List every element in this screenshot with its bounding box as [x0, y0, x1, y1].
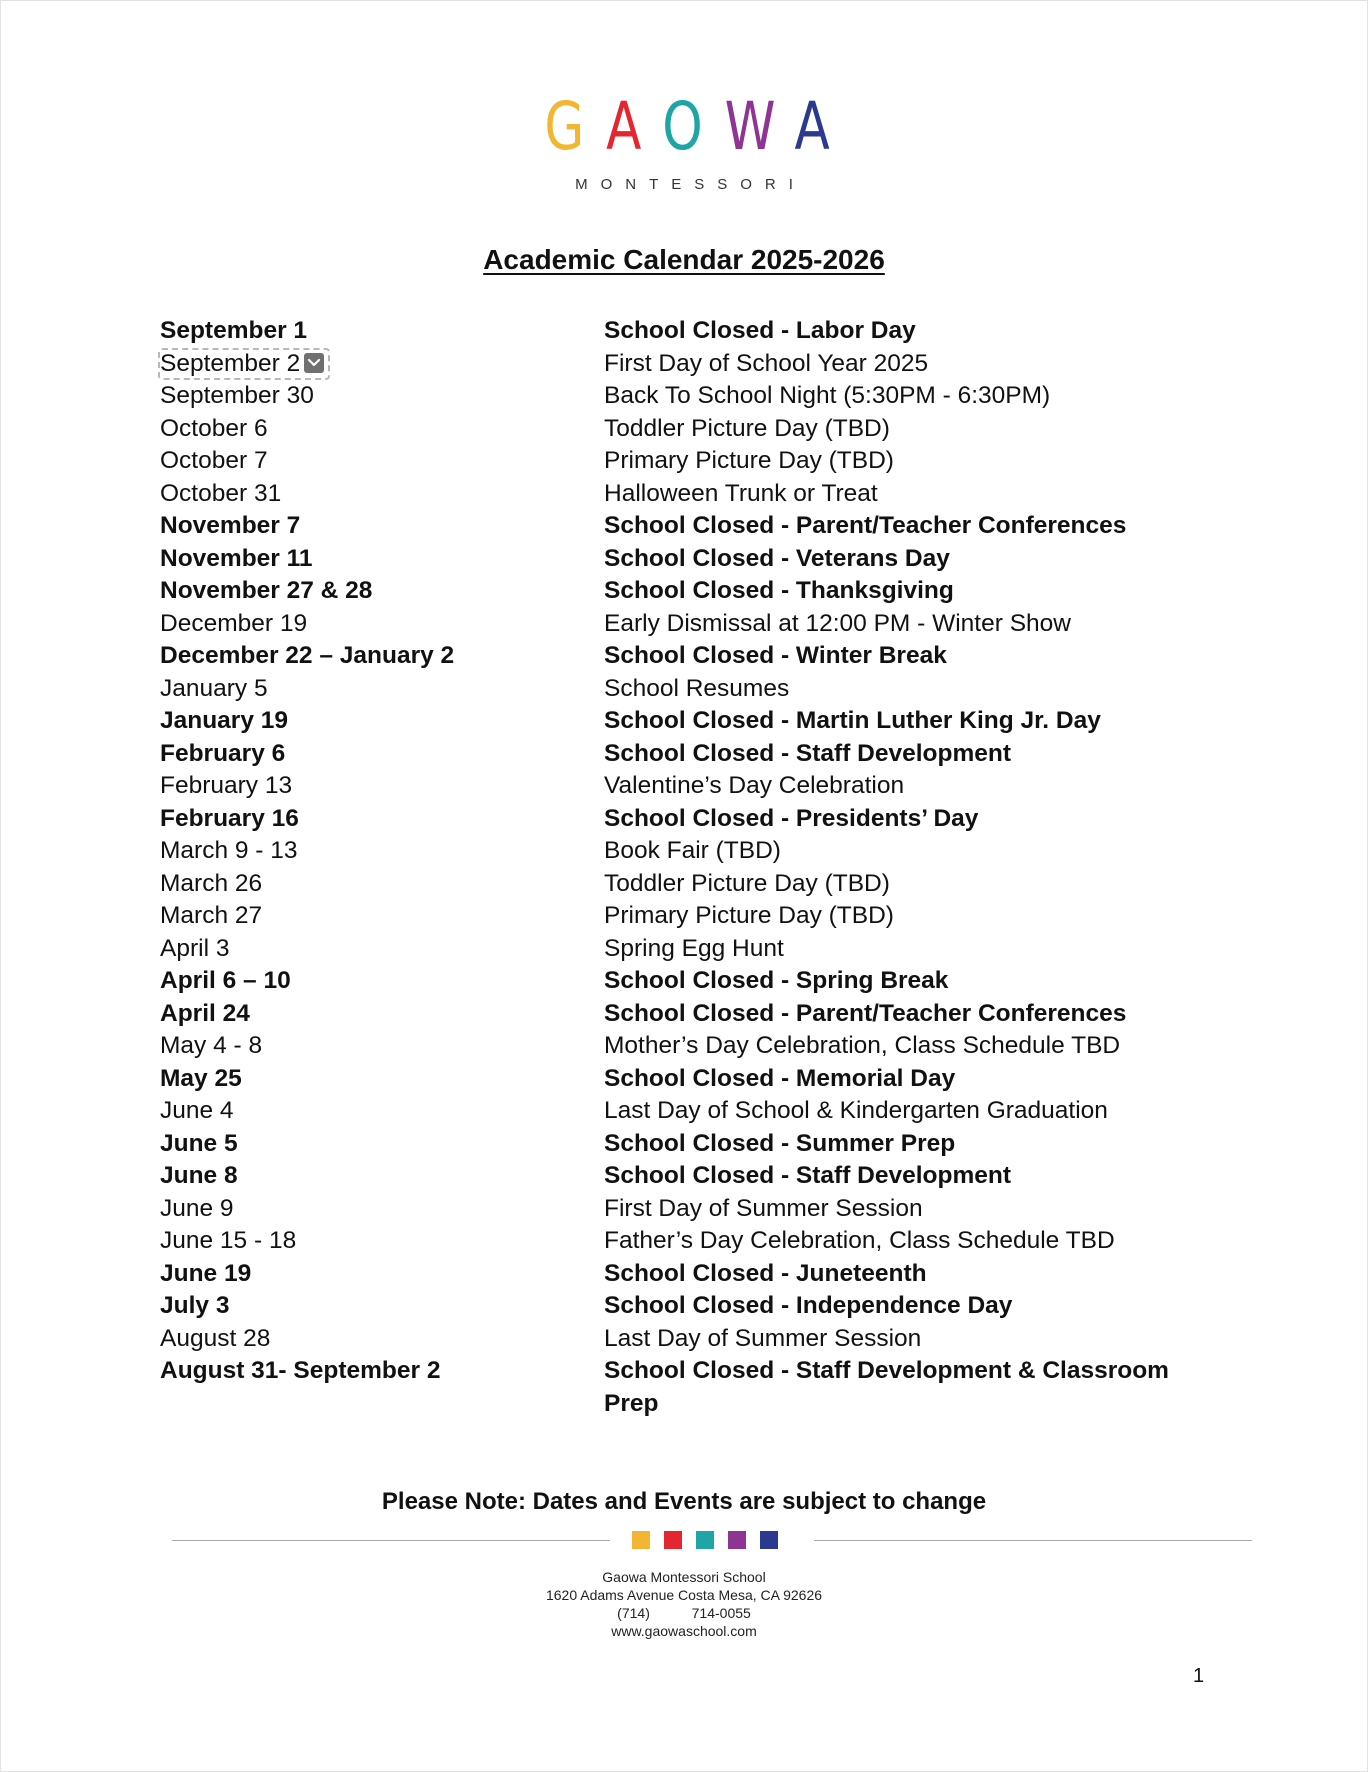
event-description: School Closed - Winter Break — [604, 642, 947, 669]
event-date: April 3 — [160, 934, 230, 962]
event-description: Book Fair (TBD) — [604, 837, 781, 864]
event-date: May 4 - 8 — [160, 1032, 263, 1059]
event-date: October 6 — [160, 414, 268, 442]
event-description: School Closed - Presidents’ Day — [604, 804, 979, 832]
event-description: Toddler Picture Day (TBD) — [604, 869, 890, 897]
color-square — [632, 1531, 650, 1549]
calendar-row — [160, 1355, 1220, 1420]
phone-digits: 714-0055 — [691, 1605, 751, 1621]
date-chip-label: September 2 — [160, 349, 301, 377]
event-description: Valentine’s Day Celebration — [604, 772, 905, 799]
event-date: April 24 — [160, 999, 250, 1027]
logo-letter: A — [794, 88, 852, 165]
event-date: March 9 - 13 — [160, 837, 298, 864]
calendar-row — [160, 1290, 1220, 1323]
event-date: September 1 — [160, 317, 308, 344]
calendar-row — [160, 1095, 1220, 1128]
calendar-row — [160, 965, 1220, 998]
event-date: August 31- September 2 — [160, 1357, 441, 1384]
color-square — [696, 1531, 714, 1549]
event-description: Last Day of School & Kindergarten Graduation — [604, 1097, 1108, 1124]
event-date: March 26 — [160, 869, 263, 897]
event-description: Spring Egg Hunt — [604, 934, 784, 962]
divider-line-left — [172, 1540, 610, 1541]
event-date: May 25 — [160, 1064, 242, 1092]
event-description: Halloween Trunk or Treat — [604, 479, 878, 507]
event-description: School Closed - Parent/Teacher Conferences — [604, 999, 1127, 1027]
color-squares — [632, 1531, 792, 1549]
event-description: School Closed - Parent/Teacher Conferences — [604, 512, 1127, 539]
event-description: Father’s Day Celebration, Class Schedule TBD — [604, 1227, 1115, 1254]
phone-area-code: (714) — [617, 1605, 650, 1621]
color-square — [728, 1531, 746, 1549]
event-date: June 15 - 18 — [160, 1227, 297, 1254]
logo-wordmark — [544, 88, 852, 165]
website-link[interactable]: www.gaowaschool.com — [611, 1623, 757, 1639]
event-description: Last Day of Summer Session — [604, 1324, 922, 1352]
school-address — [0, 1568, 1368, 1640]
event-date: January 5 — [160, 674, 268, 702]
calendar-row — [160, 380, 1220, 413]
calendar-row — [160, 413, 1220, 446]
school-logo — [0, 88, 1368, 193]
calendar-row — [160, 543, 1220, 576]
calendar-row — [160, 478, 1220, 511]
logo-letter: A — [606, 88, 663, 165]
calendar-row — [160, 770, 1220, 803]
calendar-row — [160, 1225, 1220, 1258]
event-date: November 11 — [160, 544, 313, 572]
chevron-down-icon[interactable] — [304, 353, 324, 373]
calendar-row — [160, 348, 1220, 381]
logo-letter: O — [662, 88, 725, 165]
calendar-row — [160, 1128, 1220, 1161]
event-description: School Closed - Martin Luther King Jr. Day — [604, 707, 1101, 734]
event-description: Back To School Night (5:30PM - 6:30PM) — [604, 382, 1051, 409]
logo-letter: W — [724, 88, 795, 165]
date-chip[interactable] — [158, 348, 330, 380]
school-name: Gaowa Montessori School — [602, 1569, 766, 1585]
event-date: November 27 & 28 — [160, 577, 373, 604]
event-date: October 31 — [160, 479, 282, 507]
event-date: June 4 — [160, 1097, 234, 1124]
calendar-row — [160, 608, 1220, 641]
calendar-row — [160, 1030, 1220, 1063]
calendar-row — [160, 1160, 1220, 1193]
event-date: August 28 — [160, 1324, 271, 1352]
event-description: School Closed - Independence Day — [604, 1292, 1013, 1319]
event-description: School Closed - Juneteenth — [604, 1259, 927, 1287]
calendar-list — [160, 315, 1220, 1420]
event-description: Primary Picture Day (TBD) — [604, 447, 894, 474]
event-date: February 16 — [160, 804, 299, 832]
event-date: February 13 — [160, 772, 293, 799]
event-description: School Closed - Summer Prep — [604, 1129, 956, 1157]
calendar-row — [160, 738, 1220, 771]
event-date: January 19 — [160, 707, 289, 734]
calendar-row — [160, 445, 1220, 478]
event-description: School Closed - Memorial Day — [604, 1064, 956, 1092]
event-description: School Resumes — [604, 674, 790, 702]
event-date: June 8 — [160, 1162, 238, 1189]
event-date: December 22 – January 2 — [160, 642, 455, 669]
event-date: June 5 — [160, 1129, 238, 1157]
footer-divider — [172, 1528, 1252, 1552]
calendar-row — [160, 1258, 1220, 1291]
calendar-row — [160, 1193, 1220, 1226]
event-description: School Closed - Spring Break — [604, 967, 949, 994]
page-title: Academic Calendar 2025-2026 — [483, 244, 885, 275]
calendar-row — [160, 868, 1220, 901]
event-date: June 9 — [160, 1194, 234, 1222]
event-date: February 6 — [160, 739, 286, 767]
color-square — [760, 1531, 778, 1549]
calendar-row — [160, 510, 1220, 543]
event-description: School Closed - Veterans Day — [604, 544, 950, 572]
logo-subtitle: MONTESSORI — [575, 176, 806, 193]
event-description: First Day of Summer Session — [604, 1194, 923, 1222]
calendar-row — [160, 900, 1220, 933]
phone-number — [0, 1604, 1368, 1622]
event-description: Early Dismissal at 12:00 PM - Winter Show — [604, 609, 1071, 637]
event-description: School Closed - Staff Development — [604, 1162, 1012, 1189]
calendar-row — [160, 640, 1220, 673]
divider-line-right — [814, 1540, 1252, 1541]
event-description: School Closed - Staff Development & Classroom Prep — [604, 1357, 1169, 1417]
calendar-row — [160, 998, 1220, 1031]
calendar-row — [160, 315, 1220, 348]
calendar-row — [160, 1323, 1220, 1356]
page-number: 1 — [1193, 1665, 1205, 1687]
event-description: Primary Picture Day (TBD) — [604, 902, 894, 929]
street-address: 1620 Adams Avenue Costa Mesa, CA 92626 — [545, 1587, 823, 1603]
color-square — [664, 1531, 682, 1549]
event-date: September 30 — [160, 382, 314, 409]
event-date — [160, 348, 604, 381]
event-description: School Closed - Thanksgiving — [604, 577, 954, 604]
calendar-row — [160, 705, 1220, 738]
event-description: First Day of School Year 2025 — [604, 349, 929, 377]
logo-letter: G — [544, 88, 607, 165]
calendar-row — [160, 835, 1220, 868]
event-description: School Closed - Labor Day — [604, 317, 916, 344]
disclaimer-note: Please Note: Dates and Events are subject to change — [381, 1488, 987, 1515]
event-date: July 3 — [160, 1292, 230, 1319]
event-date: November 7 — [160, 512, 301, 539]
calendar-row — [160, 1063, 1220, 1096]
event-description: Mother’s Day Celebration, Class Schedule TBD — [604, 1032, 1121, 1059]
calendar-row — [160, 803, 1220, 836]
event-date: October 7 — [160, 447, 268, 474]
event-description: School Closed - Staff Development — [604, 739, 1012, 767]
event-date: March 27 — [160, 902, 263, 929]
event-date: December 19 — [160, 609, 308, 637]
calendar-row — [160, 673, 1220, 706]
event-date: April 6 – 10 — [160, 967, 291, 994]
calendar-row — [160, 933, 1220, 966]
event-date: June 19 — [160, 1259, 252, 1287]
calendar-row — [160, 575, 1220, 608]
event-description: Toddler Picture Day (TBD) — [604, 414, 890, 442]
